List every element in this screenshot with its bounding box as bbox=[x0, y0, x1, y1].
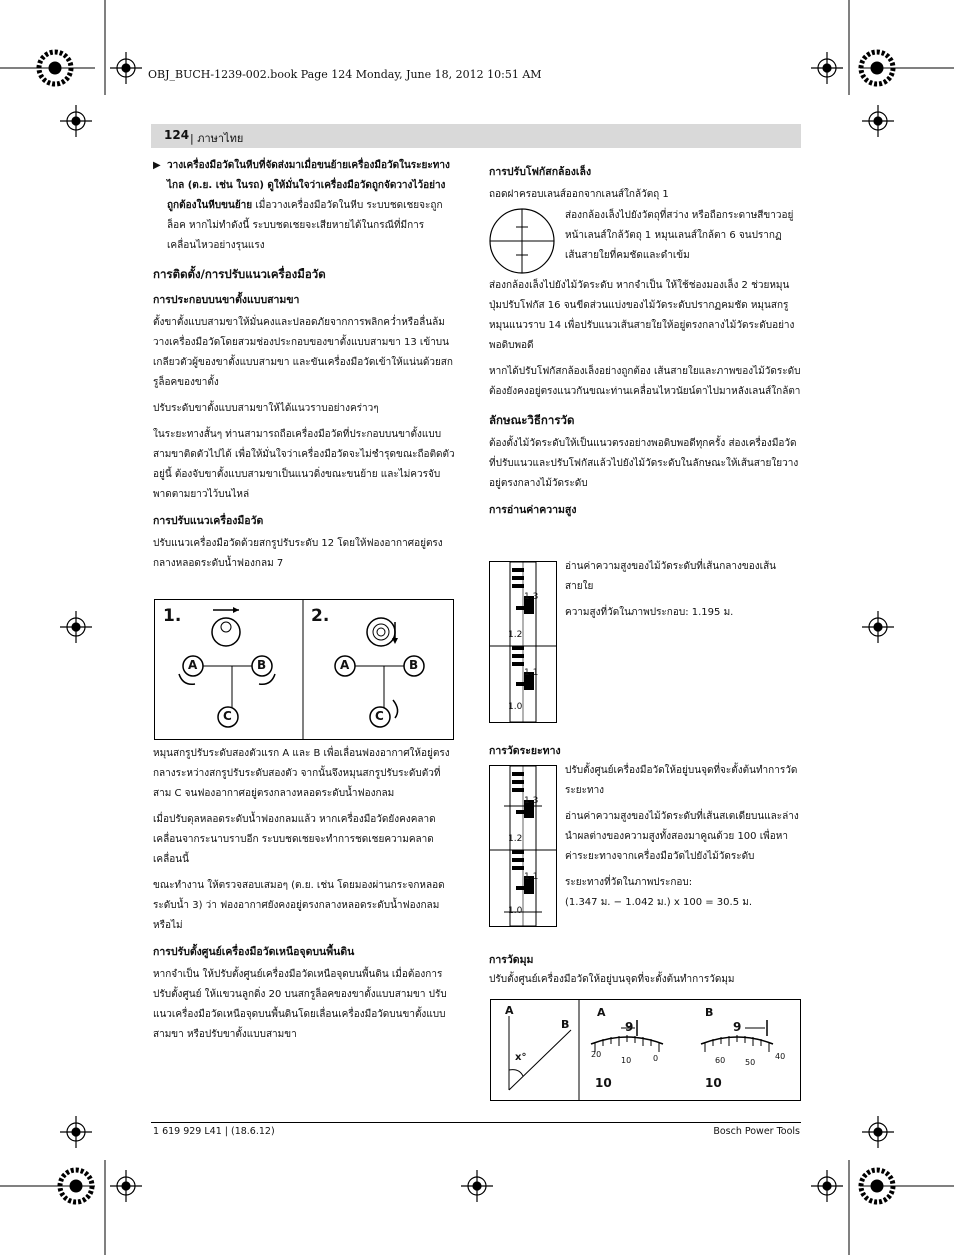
angle-paragraph: ปรับตั้งศูนย์เครื่องมือวัดให้อยู่บนจุดที่จะตั้งต้นทำการวัดมุม bbox=[489, 974, 735, 985]
distance-paragraphs bbox=[565, 761, 799, 913]
rod1-tick-label: 1.2 bbox=[508, 630, 523, 640]
footer-rule bbox=[151, 1122, 801, 1123]
height-paragraph-1: อ่านค่าความสูงของไม้วัดระดับที่เส้นกลางของเส้นสายใย bbox=[565, 561, 777, 592]
leveling-rod-drawing-1 bbox=[490, 562, 556, 722]
scale-a-tick: 0 bbox=[653, 1054, 659, 1063]
right-column-mid bbox=[489, 276, 801, 523]
centering-paragraph: หากจำเป็น ให้ปรับตั้งศูนย์เครื่องมือวัดเหนือจุดบนพื้นดิน เมื่อต้องการปรับตั้งศูนย์ ให้แขวนลูกดิ่ง 20 บนสกรูล็อคของขาตั้งแบบสามขา ปรับแนวเครื่องมือวัดเหนือจุดบนพื้นดินโดยเลื่อนเครื่องมือวัดบนขาตั้งแบบสามขา หรือปรับขาตั้งแบบสามขา bbox=[153, 969, 447, 1040]
tripod-paragraph-3: ในระยะทางสั้นๆ ท่านสามารถถือเครื่องมือวัดที่ประกอบบนขาตั้งแบบสามขาติดตัวไปได้ เพื่อให้มั่นใจว่าเครื่องมือวัดจะไม่ชำรุดขณะถือติดตัวอยู่นี้ ต้องจับขาตั้งแบบสามขาเป็นแนวดิ่งขณะขนย้าย และไม่ควรจับพาดตามยาวไว้บนไหล่ bbox=[153, 429, 455, 500]
distance-paragraph-3: ระยะทางที่วัดในภาพประกอบ: bbox=[565, 877, 693, 888]
scale-b-bottom-value: 10 bbox=[705, 1076, 722, 1090]
page-language: | ภาษาไทย bbox=[190, 132, 244, 145]
leveling-rod-figure-1 bbox=[489, 561, 557, 723]
scale-a-bottom-value: 10 bbox=[595, 1076, 612, 1090]
scale-b-tick: 60 bbox=[715, 1056, 726, 1065]
angle-figure bbox=[490, 999, 801, 1101]
screw-b-label-1: B bbox=[257, 658, 267, 672]
scale-a-tick: 20 bbox=[591, 1050, 602, 1059]
left-column bbox=[153, 156, 455, 580]
figure-step-2-label: 2. bbox=[311, 606, 330, 626]
angle-label-x: x° bbox=[515, 1052, 527, 1063]
angle-label-a: A bbox=[505, 1004, 514, 1017]
height-heading: การอ่านค่าความสูง bbox=[489, 504, 577, 516]
leveling-paragraph-2: หมุนสกรูปรับระดับสองตัวแรก A และ B เพื่อเลื่อนฟองอากาศให้อยู่ตรงกลางระหว่างสกรูปรับระดับสองตัว จากนั้นจึงหมุนสกรูปรับระดับตัวที่สาม C จนฟองอากาศอยู่ตรงกลางหลอดระดับน้ำฟองกลม bbox=[153, 748, 450, 799]
scale-b-tick: 50 bbox=[745, 1058, 756, 1067]
transport-warning-bold: วางเครื่องมือวัดในหีบที่จัดส่งมาเมื่อขนย้ายเครื่องมือวัดในระยะทางไกล (ต.ย. เช่น ในรถ) ดูให้มั่นใจว่าเครื่องมือวัดถูกจัดวางไว้อย่างถูกต้องในหีบขนย้าย bbox=[167, 160, 450, 211]
rod2-tick-label: 1.3 bbox=[524, 796, 539, 806]
screw-a-label-2: A bbox=[340, 658, 350, 672]
file-info-line: OBJ_BUCH-1239-002.book Page 124 Monday, June 18, 2012 10:51 AM bbox=[148, 68, 542, 81]
crosshair-reticle-icon bbox=[488, 207, 556, 275]
scale-a-label: A bbox=[597, 1006, 606, 1019]
leveling-paragraph-1: ปรับแนวเครื่องมือวัดด้วยสกรูปรับระดับ 12 โดยให้ฟองอากาศอยู่ตรงกลางหลอดระดับน้ำฟองกลม 7 bbox=[153, 538, 443, 569]
footer-brand: Bosch Power Tools bbox=[713, 1126, 800, 1137]
angle-heading: การวัดมุม bbox=[489, 954, 534, 966]
tripod-paragraph-1: ตั้งขาตั้งแบบสามขาให้มั่นคงและปลอดภัยจากการพลิกคว่ำหรือลื่นล้ม วางเครื่องมือวัดโดยสวมช่องประกอบของขาตั้งแบบสามขา 13 เข้าบนเกลียวตัวผู้ของขาตั้งแบบสามขา และขันเครื่องมือวัดเข้าให้แน่นด้วยสกรูล็อคของขาตั้ง bbox=[153, 317, 453, 388]
transport-warning bbox=[153, 156, 455, 256]
right-column bbox=[489, 156, 801, 211]
leveling-paragraph-3: เมื่อปรับดุลหลอดระดับน้ำฟองกลมแล้ว หากเครื่องมือวัดยังคงคลาดเคลื่อนจากระนาบราบอีก ระบบชดเชยจะทำการชดเชยความคลาดเคลื่อนนี้ bbox=[153, 814, 436, 865]
method-paragraph: ต้องตั้งไม้วัดระดับให้เป็นแนวตรงอย่างพอดิบพอดีทุกครั้ง ส่องเครื่องมือวัดที่ปรับแนวและปรับโฟกัสแล้วไปยังไม้วัดระดับในลักษณะให้เส้นสายใยวางอยู่ตรงกลางไม้วัดระดับ bbox=[489, 438, 799, 489]
leveling-heading: การปรับแนวเครื่องมือวัด bbox=[153, 515, 264, 527]
angle-figure-drawing bbox=[491, 1000, 800, 1100]
footer-doc-number: 1 619 929 L41 | (18.6.12) bbox=[153, 1126, 275, 1137]
section-heading: การติดตั้ง/การปรับแนวเครื่องมือวัด bbox=[153, 267, 326, 281]
page-header-band bbox=[151, 124, 801, 148]
bullet-triangle-icon: ▶ bbox=[153, 160, 161, 171]
left-column-lower bbox=[153, 744, 455, 1051]
focus-paragraph-4: หากได้ปรับโฟกัสกล้องเล็งอย่างถูกต้อง เส้นสายใยและภาพของไม้วัดระดับต้องยังคงอยู่ตรงแนวกันขณะท่านเคลื่อนไหวนัยน์ตาไปมาหลังเลนส์ใกล้ตา bbox=[489, 366, 801, 397]
scale-b-top-value: 9 bbox=[733, 1020, 742, 1034]
scale-a-top-value: 9 bbox=[625, 1020, 634, 1034]
leveling-rod-figure-2 bbox=[489, 765, 557, 927]
scale-b-label: B bbox=[705, 1006, 714, 1019]
screw-b-label-2: B bbox=[409, 658, 419, 672]
height-paragraph-2: ความสูงที่วัดในภาพประกอบ: 1.195 ม. bbox=[565, 607, 734, 618]
rod1-tick-label: 1.0 bbox=[508, 702, 523, 712]
centering-heading: การปรับตั้งศูนย์เครื่องมือวัดเหนือจุดบนพื้นดิน bbox=[153, 946, 355, 958]
figure-step-1-label: 1. bbox=[163, 606, 182, 626]
rod2-tick-label: 1.0 bbox=[508, 906, 523, 916]
distance-paragraph-1: ปรับตั้งศูนย์เครื่องมือวัดให้อยู่บนจุดที่จะตั้งต้นทำการวัดระยะทาง bbox=[565, 765, 798, 796]
transport-warning-rest: เมื่อวางเครื่องมือวัดในหีบ ระบบชดเชยจะถูกล็อค หากไม่ทำดังนี้ ระบบชดเชยจะเสียหายได้ในกรณีที่มีการเคลื่อนไหวอย่างรุนแรง bbox=[167, 200, 443, 251]
distance-formula: (1.347 ม. − 1.042 ม.) x 100 = 30.5 ม. bbox=[565, 897, 753, 908]
screw-a-label-1: A bbox=[188, 658, 198, 672]
focus-paragraph-3: ส่องกล้องเล็งไปยังไม้วัดระดับ หากจำเป็น ให้ใช้ช่องมองเล็ง 2 ช่วยหมุนปุ่มปรับโฟกัส 16 จนขีดส่วนแบ่งของไม้วัดระดับปรากฏคมชัด หมุนสกรูหมุนแนวราบ 14 เพื่อปรับแนวเส้นสายใยให้อยู่ตรงกลางไม้วัดระดับอย่างพอดิบพอดี bbox=[489, 280, 795, 351]
method-heading: ลักษณะวิธีการวัด bbox=[489, 413, 575, 427]
rod2-tick-label: 1.2 bbox=[508, 834, 523, 844]
transport-warning-text bbox=[167, 156, 455, 256]
rod2-tick-label: 1.1 bbox=[524, 872, 539, 882]
page-number: 124 bbox=[164, 128, 190, 142]
scale-b-tick: 40 bbox=[775, 1052, 786, 1061]
focus-paragraph-2: ส่องกล้องเล็งไปยังวัตถุที่สว่าง หรือถือกระดาษสีขาวอยู่หน้าเลนส์ใกล้วัตถุ 1 หมุนเลนส์ใกล้ตา 6 จนปรากฏเส้นสายใยที่คมชัดและดำเข้ม bbox=[565, 210, 794, 261]
focus-paragraph-1: ถอดฝาครอบเลนส์ออกจากเลนส์ใกล้วัตถุ 1 bbox=[489, 189, 669, 200]
tripod-paragraph-2: ปรับระดับขาตั้งแบบสามขาให้ได้แนวราบอย่างคร่าวๆ bbox=[153, 403, 379, 414]
screw-c-label-2: C bbox=[375, 709, 384, 723]
leveling-rod-drawing-2 bbox=[490, 766, 556, 926]
distance-paragraph-2: อ่านค่าความสูงของไม้วัดระดับที่เส้นสเตเดียบนและล่าง นำผลต่างของความสูงทั้งสองมาคูณด้วย 100 เพื่อหาค่าระยะทางจากเครื่องมือวัดไปยังไม้วัดระดับ bbox=[565, 811, 799, 862]
rod1-tick-label: 1.1 bbox=[524, 668, 539, 678]
focus-heading: การปรับโฟกัสกล้องเล็ง bbox=[489, 166, 592, 178]
leveling-figure bbox=[154, 599, 454, 740]
leveling-paragraph-4: ขณะทำงาน ให้ตรวจสอบเสมอๆ (ต.ย. เช่น โดยมองผ่านกระจกหลอดระดับน้ำ 3) ว่า ฟองอากาศยังคงอยู่ตรงกลางหลอดระดับน้ำฟองกลมหรือไม่ bbox=[153, 880, 445, 931]
screw-c-label-1: C bbox=[223, 709, 232, 723]
tripod-heading: การประกอบบนขาตั้งแบบสามขา bbox=[153, 294, 300, 306]
distance-heading: การวัดระยะทาง bbox=[489, 745, 561, 757]
scale-a-tick: 10 bbox=[621, 1056, 632, 1065]
rod1-tick-label: 1.3 bbox=[524, 592, 539, 602]
angle-label-b: B bbox=[561, 1018, 570, 1031]
